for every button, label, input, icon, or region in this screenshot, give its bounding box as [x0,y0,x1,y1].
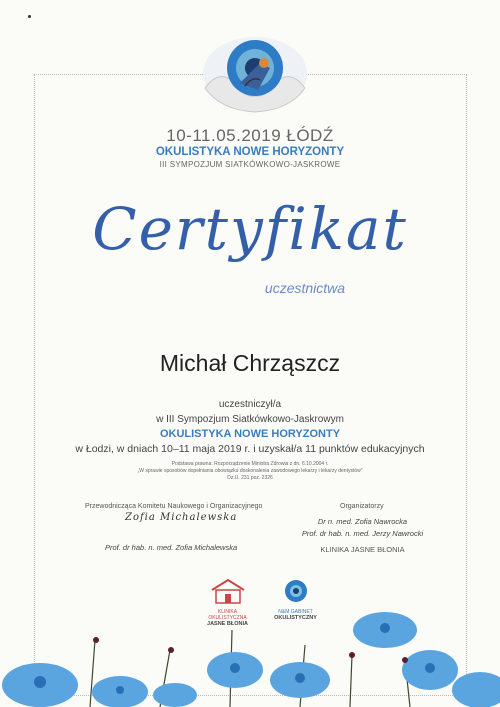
date-points-line: w Łodzi, w dniach 10–11 maja 2019 r. i uzyskał/a 11 punktów edukacyjnych [75,443,425,455]
event-name: OKULISTYKA NOWE HORYZONTY [155,146,345,158]
participation-line: uczestniczył/a [218,399,282,410]
eye-birds-logo-icon [200,28,310,118]
cornflower-decoration [0,600,500,707]
certificate-title: Certyfikat [92,195,408,263]
sponsor2-small: N&M GABINET [278,609,313,615]
sponsor1-bold: JASNE BŁONIA [207,621,248,627]
organizers-heading: Organizatorzy [340,503,384,510]
legal-line-2: „W sprawie sposobów dopełniania obowiązku doskonalenia zawodowego lekarzy i lekarzy dentystów” [137,468,363,474]
legal-line-1: Podstawa prawna: Rozporządzenie Ministra Zdrowia z dn. 6.10.2004 r. [171,461,329,467]
organizer-1: Dr n. med. Zofia Nawrocka [317,517,408,526]
recipient-name: Michał Chrząszcz [159,350,341,376]
conference-name-line: OKULISTYKA NOWE HORYZONTY [159,428,341,440]
sponsor2-bold: OKULISTYCZNY [274,615,317,621]
symposium-line: w III Sympozjum Siatkówkowo-Jaskrowym [156,414,344,425]
chair-name: Prof. dr hab. n. med. Zofia Michalewska [105,543,238,552]
legal-basis [0,461,500,482]
corner-dot [28,15,31,18]
event-subtitle: III SYMPOZJUM SIATKÓWKOWO-JASKROWE [159,160,341,169]
legal-line-3: Dz.U. 231 poz. 2326 [227,475,273,481]
certificate-subtitle: uczestnictwa [264,280,346,296]
event-date-place: 10-11.05.2019 ŁÓDŹ [166,126,334,145]
organizer-2: Prof. dr hab. n. med. Jerzy Nawrocki [301,529,424,538]
chair-heading: Przewodnicząca Komitetu Naukowego i Organizacyjnego [85,503,263,510]
handwritten-signature: Zofia Michalewska [125,512,238,523]
sponsor1-small: KLINIKA OKULISTYCZNA [208,609,247,621]
organizer-clinic: KLINIKA JASNE BŁONIA [320,545,405,554]
